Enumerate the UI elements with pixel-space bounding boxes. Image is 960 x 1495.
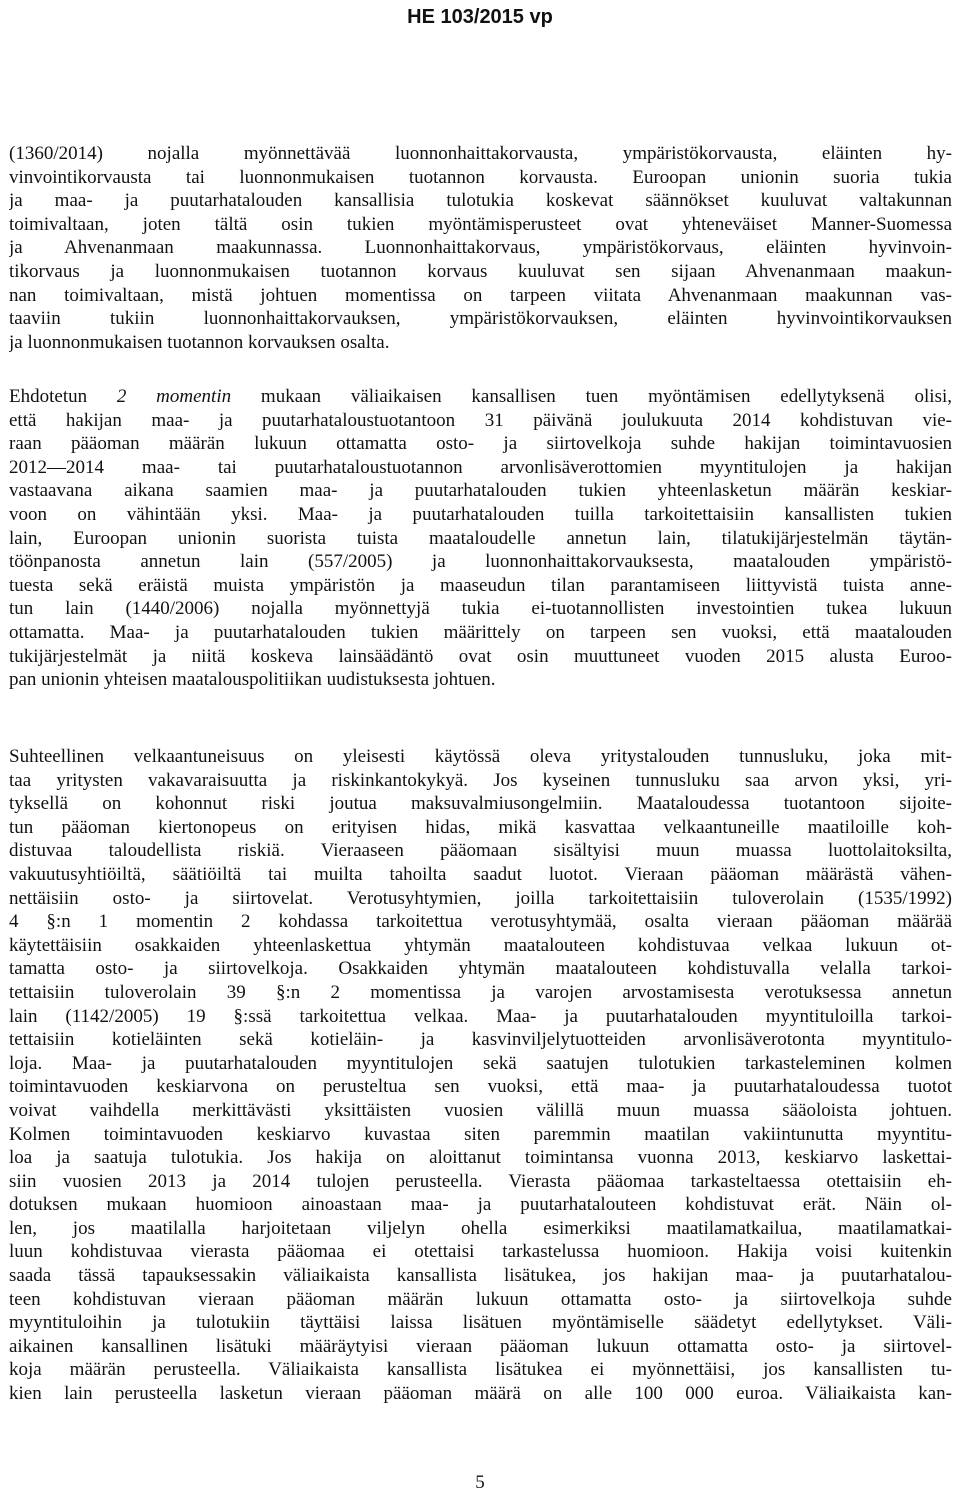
text-line: tettaisiin kotieläinten sekä kotieläin- ja kasvinviljelytuotteiden arvonlisäverotonta myyntitulo-	[9, 1029, 952, 1051]
text-line: distuvaa taloudellista riskiä. Vieraaseen pääomaan sisältyisi muun muassa luottolaitoksilta,	[9, 840, 952, 862]
text-line: nan toimivaltaan, mistä johtuen momentissa on tarpeen viitata Ahvenanmaan maakunnan vas-	[9, 284, 952, 306]
text-line: tettaisiin tuloverolain 39 §:n 2 momentissa ja varojen arvostamisesta verotuksessa annetun	[9, 981, 952, 1003]
text-line: toimintavuoden keskiarvona on perusteltua sen vuoksi, että maa- ja puutarhataloudessa tuotot	[9, 1076, 952, 1098]
text-line: raan pääoman määrän lukuun ottamatta osto- ja siirtovelkoja suhde hakijan toimintavuosien	[9, 433, 952, 455]
text-line: 2012—2014 maa- tai puutarhataloustuotannon arvonlisäverottomien myyntitulojen ja hakijan	[9, 456, 952, 478]
text-line: teen kohdistuvan vieraan pääoman määrän lukuun ottamatta osto- ja siirtovelkoja suhde	[9, 1288, 952, 1310]
text-line: myyntituloihin ja tulotukiin täyttäisi laissa lisätuen myöntämiselle säädetyt edellytykset. Väli-	[9, 1312, 952, 1334]
text-line: taa yritysten vakavaraisuutta ja riskinkantokykyä. Jos kyseinen tunnusluku saa arvon yksi, yri-	[9, 769, 952, 791]
text-line: loa ja saatuja tulotukia. Jos hakija on aloittanut toimintansa vuonna 2013, keskiarvo laskettai-	[9, 1147, 952, 1169]
text-line: tukijärjestelmät ja niitä koskeva lainsäädäntö ovat osin muuttuneet vuoden 2015 alusta Euroo-	[9, 645, 952, 667]
text-line: pan unionin yhteisen maatalouspolitiikan uudistuksesta johtuen.	[9, 669, 496, 691]
text-line: tyksellä on kohonnut riski joutua maksuvalmiusongelmiin. Maataloudessa tuotantoon sijoite-	[9, 793, 952, 815]
text-line: käytettäisiin osakkaiden yhteenlaskettua yhtymän maatalouteen kohdistuvaa velkaa lukuun ot-	[9, 934, 952, 956]
text-line: Ehdotetun 2 momentin mukaan väliaikaisen kansallisen tuen myöntämisen edellytyksenä olisi,	[9, 386, 952, 407]
text-line: 4 §:n 1 momentin 2 kohdassa tarkoitettua verotusyhtymää, osalta vieraan pääoman määrää	[9, 911, 952, 933]
text-line: töönpanosta annetun lain (557/2005) ja luonnonhaittakorvauksesta, maatalouden ympäristö-	[9, 551, 952, 573]
text-line: dotuksen mukaan huomioon ainoastaan maa- ja puutarhatalouteen kohdistuvat erät. Näin ol-	[9, 1194, 952, 1216]
paragraph	[9, 142, 952, 354]
text-line: len, jos maatilalla harjoitetaan viljelyn ohella esimerkiksi maatilamatkailua, maatilamatkai-	[9, 1217, 952, 1239]
text-line: että hakijan maa- ja puutarhataloustuotantoon 31 päivänä joulukuuta 2014 kohdistuvan vie-	[9, 409, 952, 431]
text-line: voivat vaihdella merkittävästi yksittäisten vuosien välillä muun muassa sääoloista johtuen.	[9, 1099, 952, 1121]
text-line: vastaavana aikana saamien maa- ja puutarhatalouden tukien yhteenlasketun määrän keskiar-	[9, 480, 952, 502]
text-line: ja Ahvenanmaan maakunnassa. Luonnonhaittakorvaus, ympäristökorvaus, eläinten hyvinvoin-	[9, 237, 952, 259]
text-line: vakuutusyhtiöiltä, säätiöiltä tai muilta tahoilta saadut luotot. Vieraan pääoman määrästä vähen-	[9, 863, 952, 885]
text-line: koja määrän perusteella. Väliaikaista kansallista lisätukea ei myönnettäisi, jos kansallisten tu-	[9, 1359, 952, 1381]
text-line: tun pääoman kiertonopeus on erityisen hidas, mikä kasvattaa velkaantuneille maatiloille koh-	[9, 816, 952, 838]
page-number: 5	[475, 1472, 485, 1493]
text-line: luun kohdistuvaa vierasta pääomaa ei otettaisi tarkastelussa huomioon. Hakija voisi kuitenkin	[9, 1241, 952, 1263]
text-line: Kolmen toimintavuoden keskiarvo kuvastaa siten paremmin maatilan vakiintunutta myyntitu-	[9, 1123, 952, 1145]
text-line: taaviin tukiin luonnonhaittakorvauksen, ympäristökorvauksen, eläinten hyvinvointikorvauksen	[9, 308, 952, 330]
text-line: tamatta osto- ja siirtovelkoja. Osakkaiden yhtymän maatalouteen kohdistuvalla velalla tarkoi-	[9, 958, 952, 980]
text-line: (1360/2014) nojalla myönnettävää luonnonhaittakorvausta, ympäristökorvausta, eläinten hy-	[9, 143, 952, 164]
text-line: tuesta sekä eräistä muista ympäristön ja maaseudun tilan parantamiseen liittyvistä tuista anne-	[9, 574, 952, 596]
text-line: ja maa- ja puutarhatalouden kansallisia tulotukia koskevat säännökset kuuluvat valtakunnan	[9, 190, 952, 212]
text-line: siin vuosien 2013 ja 2014 tulojen perusteella. Vierasta pääomaa tarkasteltaessa otettaisiin eh-	[9, 1170, 952, 1192]
text-line: ottamatta. Maa- ja puutarhatalouden tukien määrittely on tarpeen sen vuoksi, että maatalouden	[9, 621, 952, 643]
text-line: voon on vähintään yksi. Maa- ja puutarhatalouden tuilla tarkoitettaisiin kansallisten tukien	[9, 503, 952, 525]
text-line: vinvointikorvausta tai luonnonmukaisen tuotannon korvausta. Euroopan unionin suoria tukia	[9, 166, 952, 188]
paragraph	[9, 745, 952, 1406]
text-line: tikorvaus ja luonnonmukaisen tuotannon korvaus kuuluvat sen sijaan Ahvenanmaan maakun-	[9, 260, 952, 282]
text-line: kien lain perusteella lasketun vieraan pääoman määrä on alle 100 000 euroa. Väliaikaista kan-	[9, 1383, 952, 1405]
text-line: saada tässä tapauksessakin väliaikaista kansallista lisätukea, jos hakijan maa- ja puutarhatalou-	[9, 1265, 952, 1287]
text-line: aikainen kansallinen lisätuki määräytyisi vieraan pääoman lukuun ottamatta osto- ja siirtovel-	[9, 1335, 952, 1357]
text-line: Suhteellinen velkaantuneisuus on yleisesti käytössä oleva yritystalouden tunnusluku, joka mit-	[9, 746, 952, 767]
text-line: toimivaltaan, joten tältä osin tukien myöntämisperusteet ovat yhteneväiset Manner-Suomessa	[9, 213, 952, 235]
paragraph	[9, 385, 952, 692]
text-line: tun lain (1440/2006) nojalla myönnettyjä tukia ei-tuotannollisten investointien tukea lukuun	[9, 598, 952, 620]
document-header: HE 103/2015 vp	[407, 6, 553, 28]
text-line: lain, Euroopan unionin suorista tuista maataloudelle annetun lain, tilatukijärjestelmän täytän-	[9, 527, 952, 549]
text-line: loja. Maa- ja puutarhatalouden myyntitulojen sekä saatujen tulotukien tarkasteleminen kolmen	[9, 1052, 952, 1074]
text-line: ja luonnonmukaisen tuotannon korvauksen osalta.	[9, 331, 390, 353]
text-line: nettäisiin osto- ja siirtovelat. Verotusyhtymien, joilla tarkoitettaisiin tuloverolain (1535/1992)	[9, 887, 952, 909]
text-line: lain (1142/2005) 19 §:ssä tarkoitettua velkaa. Maa- ja puutarhatalouden myyntituloilla tarkoi-	[9, 1005, 952, 1027]
